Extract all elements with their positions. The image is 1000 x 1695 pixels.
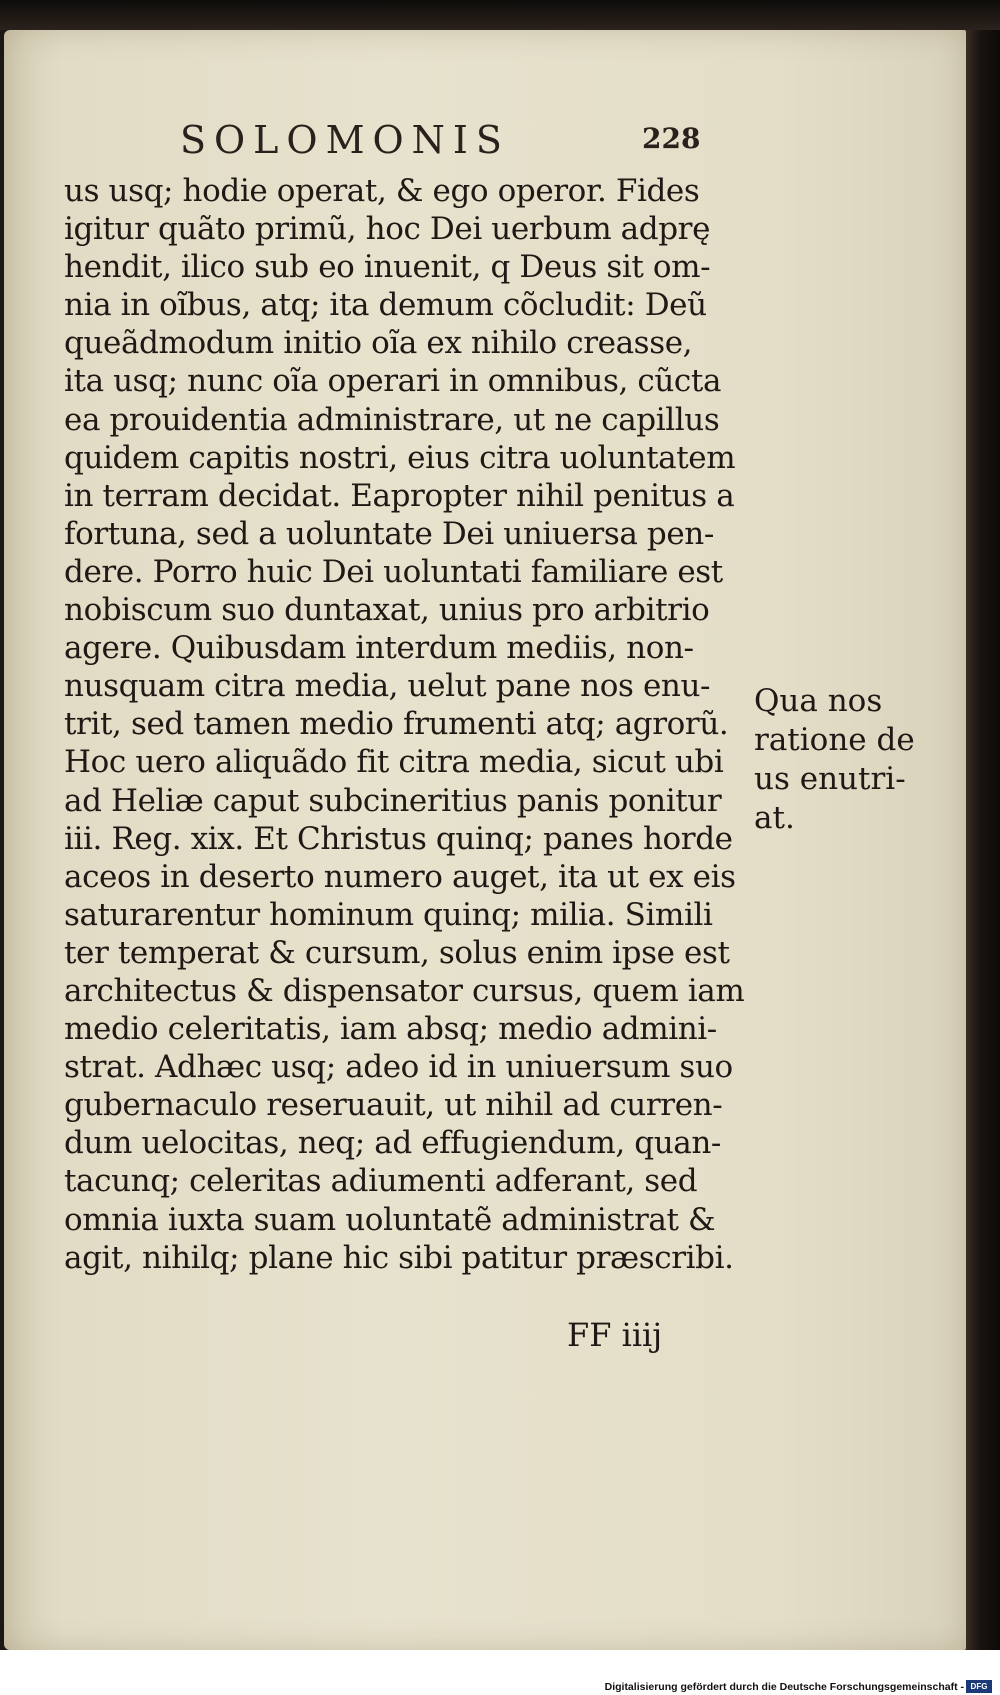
text-line: agere. Quibusdam interdum mediis, non- (64, 630, 694, 667)
margin-note-line: us enutri- (754, 761, 906, 797)
margin-note-line: ratione de (754, 722, 915, 758)
text-line: tacunq; celeritas adiumenti adferant, sed (64, 1163, 698, 1200)
text-line: medio celeritatis, iam absq; medio admini- (64, 1011, 717, 1048)
text-line: ter temperat & cursum, solus enim ipse est (64, 934, 730, 971)
text-line: ita usq; nunc oĩa operari in omnibus, cũcta (64, 363, 722, 400)
text-line: us usq; hodie operat, & ego operor. Fides (64, 173, 700, 209)
text-line: architectus & dispensator cursus, quem iam (64, 972, 745, 1009)
text-line: igitur quãto primũ, hoc Dei uerbum adprę (64, 211, 711, 248)
signature-mark: FF iiij (567, 1316, 663, 1354)
text-line: in terram decidat. Eapropter nihil penitus a (64, 477, 735, 514)
scan-background-top (0, 0, 1000, 30)
text-line: fortuna, sed a uoluntate Dei uniuersa pen- (64, 515, 714, 552)
running-title: SOLOMONIS (180, 118, 510, 162)
margin-note-line: Qua nos (754, 683, 883, 719)
text-line: dere. Porro huic Dei uoluntati familiare est (64, 553, 723, 590)
text-line: saturarentur hominum quinq; milia. Simili (64, 896, 713, 933)
margin-note-line: at. (754, 800, 795, 836)
text-line: ad Heliæ caput subcineritius panis ponitur (64, 782, 722, 819)
funding-credit: Digitalisierung gefördert durch die Deutsche Forschungsgemeinschaft - (604, 1681, 964, 1693)
text-line: dum uelocitas, neq; ad effugiendum, quan- (64, 1125, 721, 1162)
text-line: hendit, ilico sub eo inuenit, q Deus sit om- (64, 249, 711, 286)
body-text (64, 172, 744, 1277)
page-header (180, 118, 700, 168)
text-line: nia in oĩbus, atq; ita demum cõcludit: Deũ (64, 287, 707, 324)
text-line: quidem capitis nostri, eius citra uoluntatem (64, 439, 736, 476)
dfg-logo: DFG (966, 1680, 992, 1693)
text-line: strat. Adhæc usq; adeo id in uniuersum suo (64, 1049, 733, 1086)
margin-note (754, 682, 954, 838)
text-line: agit, nihilq; plane hic sibi patitur præscribi. (64, 1239, 734, 1276)
text-line: nobiscum suo duntaxat, unius pro arbitrio (64, 592, 710, 629)
text-line: ea prouidentia administrare, ut ne capillus (64, 401, 720, 438)
folio-number: 228 (642, 122, 701, 155)
text-line: queãdmodum initio oĩa ex nihilo creasse, (64, 325, 693, 362)
text-line: Hoc uero aliquãdo fit citra media, sicut ubi (64, 744, 724, 781)
text-line: gubernaculo reseruauit, ut nihil ad curren- (64, 1087, 723, 1124)
text-line: nusquam citra media, uelut pane nos enu- (64, 668, 711, 705)
book-spine (966, 30, 1000, 1650)
text-line: omnia iuxta suam uoluntatẽ administrat & (64, 1201, 716, 1238)
text-line: iii. Reg. xix. Et Christus quinq; panes horde (64, 820, 733, 857)
text-line: aceos in deserto numero auget, ita ut ex eis (64, 858, 736, 895)
text-line: trit, sed tamen medio frumenti atq; agrorũ. (64, 706, 729, 743)
